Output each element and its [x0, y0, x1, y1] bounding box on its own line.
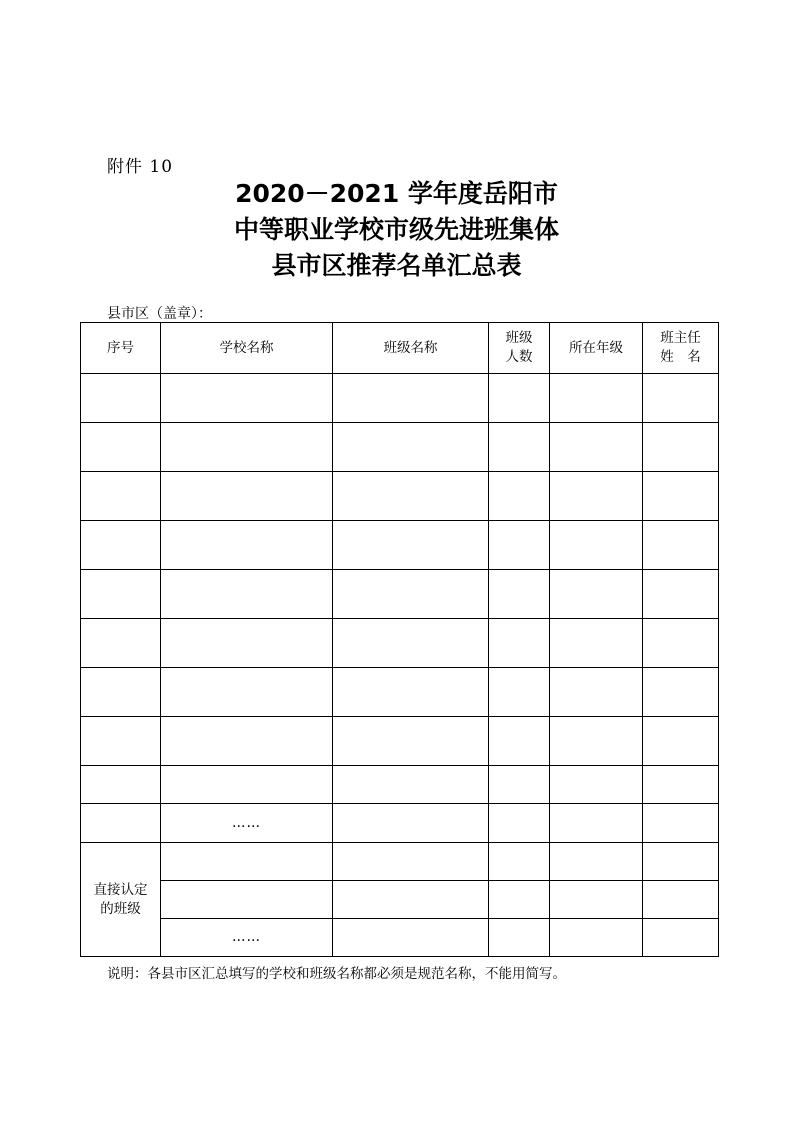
title-line-1: 2020－2021 学年度岳阳市: [235, 179, 558, 208]
table-cell[interactable]: [643, 668, 719, 717]
table-cell[interactable]: [489, 668, 550, 717]
table-cell[interactable]: [161, 843, 333, 881]
document-title: [0, 176, 793, 284]
header-seq: 序号: [81, 323, 161, 374]
table-row: [81, 717, 719, 766]
footnote: 说明：各县市区汇总填写的学校和班级名称都必须是规范名称，不能用简写。: [107, 966, 566, 982]
table-row: [81, 472, 719, 521]
table-cell[interactable]: [161, 472, 333, 521]
table-cell[interactable]: [489, 423, 550, 472]
table-cell[interactable]: [161, 619, 333, 668]
table-cell[interactable]: [333, 766, 489, 804]
header-teacher-line1: 班主任: [660, 330, 701, 346]
table-cell[interactable]: [161, 668, 333, 717]
table-cell[interactable]: [161, 570, 333, 619]
table-cell[interactable]: [550, 843, 643, 881]
table-cell[interactable]: [81, 619, 161, 668]
table-cell[interactable]: [333, 881, 489, 919]
table-cell[interactable]: [489, 374, 550, 423]
table-cell[interactable]: [550, 668, 643, 717]
table-cell[interactable]: [643, 570, 719, 619]
direct-label-line2: 的班级: [100, 900, 141, 917]
table-cell[interactable]: [489, 804, 550, 843]
table-cell[interactable]: [489, 521, 550, 570]
table-cell[interactable]: [333, 804, 489, 843]
header-teacher-line2: 姓 名: [660, 349, 701, 365]
table-cell[interactable]: [643, 843, 719, 881]
table-cell[interactable]: [81, 668, 161, 717]
table-cell[interactable]: [643, 717, 719, 766]
table-row: [81, 423, 719, 472]
table-cell[interactable]: [550, 919, 643, 957]
table-cell[interactable]: [643, 766, 719, 804]
table-cell[interactable]: [333, 619, 489, 668]
table-cell[interactable]: [81, 804, 161, 843]
direct-label-line1: 直接认定: [93, 881, 148, 898]
table-cell[interactable]: [643, 472, 719, 521]
table-cell[interactable]: [81, 766, 161, 804]
table-cell[interactable]: [81, 521, 161, 570]
table-cell[interactable]: [161, 766, 333, 804]
header-class-size: [489, 323, 550, 374]
table-row: [81, 374, 719, 423]
header-teacher: [643, 323, 719, 374]
table-cell[interactable]: [489, 843, 550, 881]
table-cell[interactable]: [333, 570, 489, 619]
table-cell[interactable]: [489, 881, 550, 919]
table-cell[interactable]: [81, 570, 161, 619]
table-cell[interactable]: [333, 423, 489, 472]
title-line-2: 中等职业学校市级先进班集体: [233, 215, 559, 244]
county-stamp-label: 县市区（盖章）：: [107, 306, 212, 322]
table-row: [81, 521, 719, 570]
table-cell[interactable]: [550, 804, 643, 843]
table-cell[interactable]: [643, 804, 719, 843]
table-cell[interactable]: [333, 668, 489, 717]
table-cell[interactable]: [333, 717, 489, 766]
recommendation-table: [80, 322, 719, 957]
table-cell[interactable]: [161, 374, 333, 423]
table-row-direct: [81, 919, 719, 957]
table-cell[interactable]: [643, 619, 719, 668]
header-row: [81, 323, 719, 374]
table-cell[interactable]: [489, 619, 550, 668]
table-cell[interactable]: [161, 423, 333, 472]
table-cell[interactable]: [643, 521, 719, 570]
table-row: [81, 619, 719, 668]
table-cell[interactable]: [333, 521, 489, 570]
table-row: [81, 570, 719, 619]
table-cell[interactable]: [489, 472, 550, 521]
table-row: [81, 766, 719, 804]
table-cell[interactable]: [643, 919, 719, 957]
table-cell[interactable]: [550, 472, 643, 521]
table-row-direct: [81, 843, 719, 881]
table-cell[interactable]: [81, 472, 161, 521]
table-row-direct: [81, 881, 719, 919]
table-cell[interactable]: [550, 570, 643, 619]
table-cell[interactable]: [161, 881, 333, 919]
table-cell[interactable]: [550, 766, 643, 804]
table-cell[interactable]: [489, 919, 550, 957]
table-cell[interactable]: [643, 374, 719, 423]
table-cell[interactable]: [550, 619, 643, 668]
table-cell[interactable]: [643, 423, 719, 472]
direct-recognition-label: [81, 843, 161, 957]
table-cell[interactable]: [550, 423, 643, 472]
table-cell[interactable]: [333, 843, 489, 881]
header-school: 学校名称: [161, 323, 333, 374]
table-cell[interactable]: [643, 881, 719, 919]
table-row-ellipsis: [81, 804, 719, 843]
header-class-size-line2: 人数: [505, 349, 533, 365]
table-cell[interactable]: [489, 570, 550, 619]
table-row: [81, 668, 719, 717]
header-class-name: 班级名称: [333, 323, 489, 374]
table-cell[interactable]: [161, 521, 333, 570]
header-grade: 所在年级: [550, 323, 643, 374]
attachment-label: 附件 10: [107, 157, 174, 177]
table-cell[interactable]: [489, 717, 550, 766]
ellipsis-cell: ……: [161, 804, 333, 843]
title-line-3: 县市区推荐名单汇总表: [271, 251, 522, 280]
table-cell[interactable]: [81, 717, 161, 766]
table-cell[interactable]: [81, 423, 161, 472]
table-cell[interactable]: [333, 919, 489, 957]
table-cell[interactable]: [489, 766, 550, 804]
table-cell[interactable]: [550, 717, 643, 766]
ellipsis-cell: ……: [161, 919, 333, 957]
table-cell[interactable]: [161, 717, 333, 766]
header-class-size-line1: 班级: [505, 330, 533, 346]
table-cell[interactable]: [550, 374, 643, 423]
table-cell[interactable]: [333, 472, 489, 521]
table-cell[interactable]: [550, 521, 643, 570]
table-cell[interactable]: [550, 881, 643, 919]
table-cell[interactable]: [333, 374, 489, 423]
table-cell[interactable]: [81, 374, 161, 423]
